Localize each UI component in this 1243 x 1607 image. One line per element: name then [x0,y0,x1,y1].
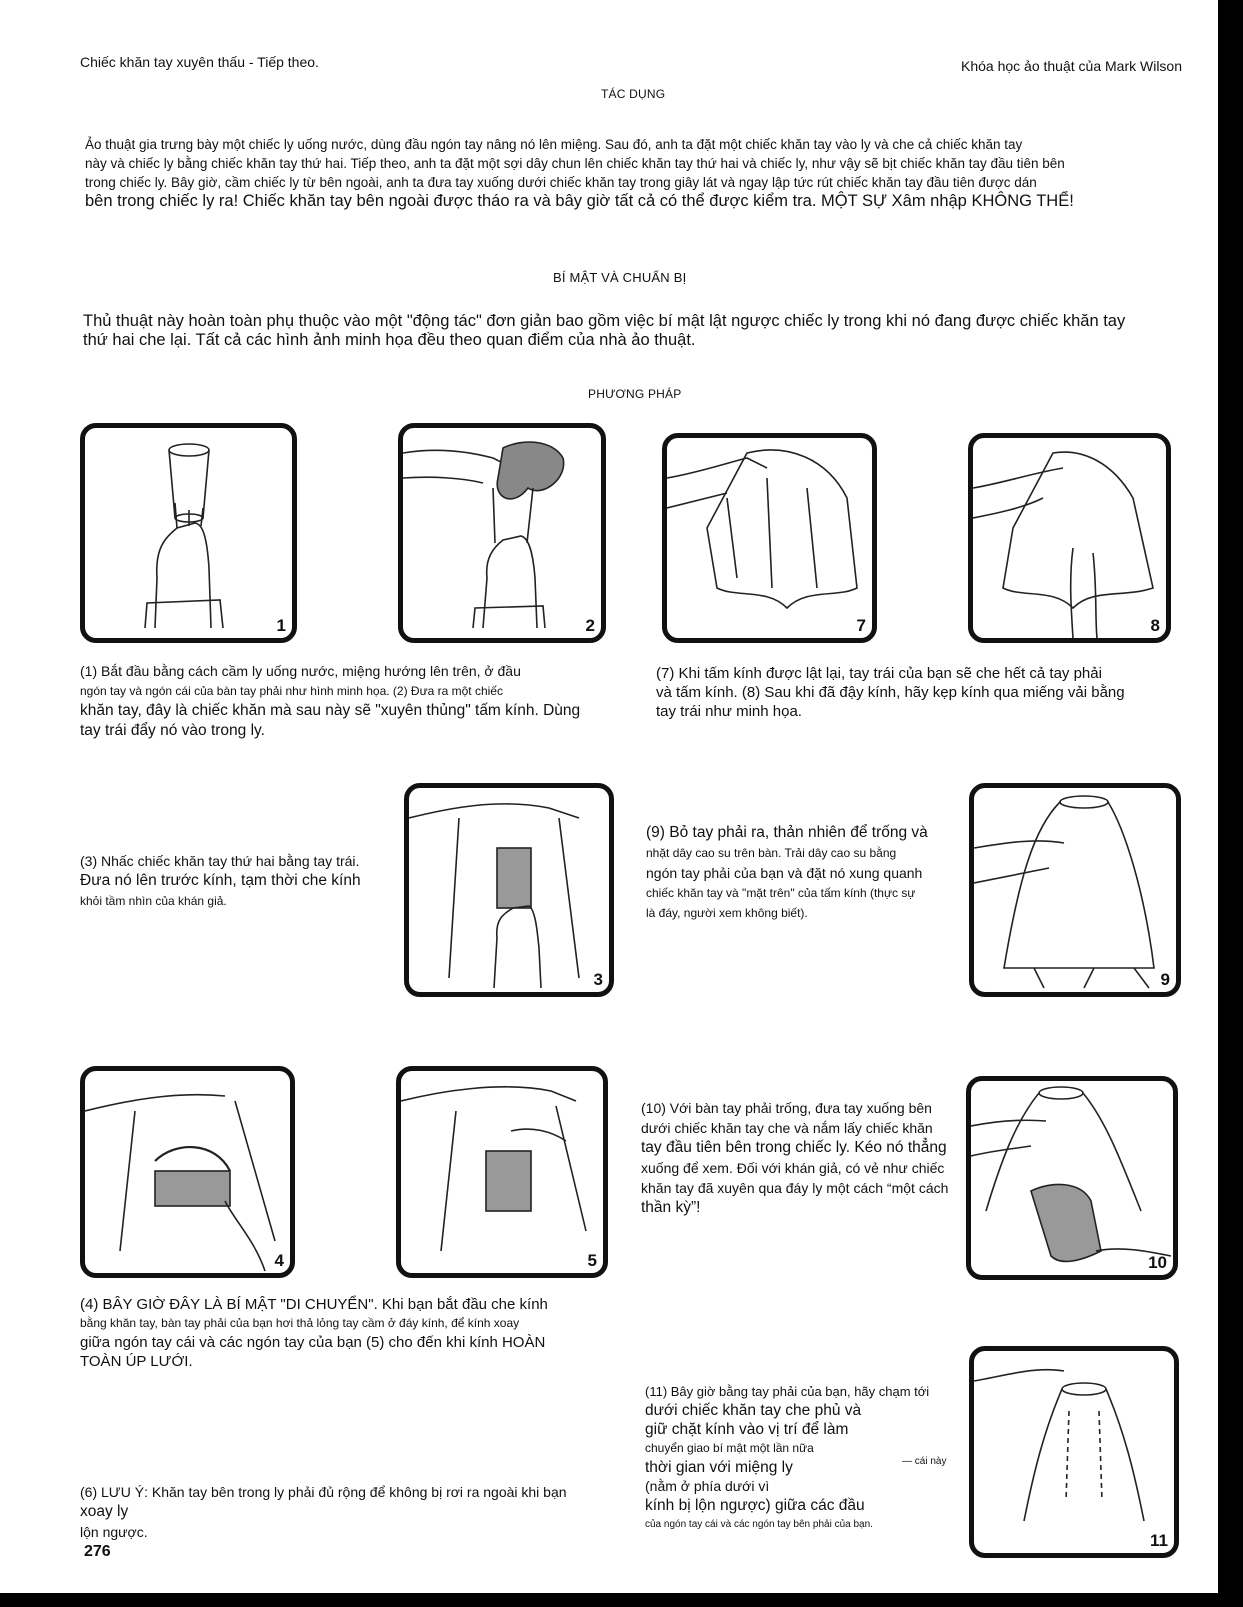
caption-line: tay trái như minh họa. [656,703,802,720]
bottom-edge-bar [0,1593,1243,1607]
caption-line: là đáy, người xem không biết). [646,906,808,920]
caption-line: Đưa nó lên trước kính, tạm thời che kính [80,872,361,889]
panel-number: 1 [276,616,286,635]
secret-heading: BÍ MẬT VÀ CHUẨN BỊ [553,270,687,285]
glass-in-hand-illustration [85,428,292,638]
raise-second-handkerchief-illustration [409,788,609,992]
secret-line: thứ hai che lại. Tất cả các hình ảnh minh họa đều theo quan điểm của nhà ảo thuật. [83,331,696,349]
caption-line: tay đầu tiên bên trong chiếc ly. Kéo nó thẳng [641,1139,947,1156]
right-edge-bar [1218,0,1243,1607]
grip-glass-through-cloth-illustration [973,438,1166,638]
caption-line: (4) BÂY GIỜ ĐÂY LÀ BÍ MẬT "DI CHUYỂN". Khi bạn bắt đầu che kính [80,1296,548,1313]
caption-line: (1) Bắt đầu bằng cách cầm ly uống nước, miệng hướng lên trên, ở đầu [80,663,521,679]
illustration-panel-4 [80,1066,295,1278]
caption-line: (11) Bây giờ bằng tay phải của bạn, hãy chạm tới [645,1384,930,1399]
caption-line: lộn ngược. [80,1524,148,1540]
illustration-panel-10 [966,1076,1178,1280]
illustration-panel-11 [969,1346,1179,1558]
rubber-band-illustration [974,788,1176,992]
illustration-panel-7 [662,433,877,643]
caption-line: nhặt dây cao su trên bàn. Trải dây cao su bằng [646,846,897,860]
panel-number: 9 [1160,970,1170,989]
illustration-panel-2 [398,423,606,643]
illustration-panel-8 [968,433,1171,643]
effect-line: Ảo thuật gia trưng bày một chiếc ly uống nước, dùng đầu ngón tay nâng nó lên miệng. Sau đó, anh ta đặt một chiếc khăn tay vào ly và che cả chiếc khăn tay [85,137,1023,152]
method-heading: PHƯƠNG PHÁP [588,387,682,401]
secret-paragraph [83,312,1203,350]
secret-line: Thủ thuật này hoàn toàn phụ thuộc vào một "động tác" đơn giản bao gồm việc bí mật lật ngược chiếc ly trong khi nó đang được chiếc khăn tay [83,312,1126,330]
caption-steps-1-2 [80,661,620,741]
caption-line: kính bị lộn ngược) giữa các đầu [645,1497,865,1514]
panel-number: 7 [856,616,866,635]
panel-number: 10 [1148,1253,1167,1272]
cover-glass-with-cloth-illustration [667,438,872,638]
caption-step-3 [80,851,400,911]
caption-line: giữa ngón tay cái và các ngón tay của bạn (5) cho đến khi kính HOÀN [80,1334,546,1351]
caption-steps-4-5 [80,1295,620,1371]
caption-line: của ngón tay cái và các ngón tay bên phải của bạn. [645,1519,873,1530]
caption-line: khăn tay, đây là chiếc khăn mà sau này sẽ "xuyên thủng" tấm kính. Dùng [80,702,581,719]
caption-line: chiếc khăn tay và "mặt trên" của tấm kính (thực sự [646,886,916,900]
caption-line: khăn tay đã xuyên qua đáy ly một cách “một cách [641,1180,949,1196]
note-this-one: — cái này [902,1456,947,1467]
rotate-glass-illustration [85,1071,290,1273]
effect-heading: TÁC DỤNG [601,87,666,101]
handkerchief-into-glass-illustration [403,428,601,638]
effect-line: trong chiếc ly. Bây giờ, cầm chiếc ly từ bên ngoài, anh ta đưa tay xuống dưới chiếc khăn tay trong giây lát và ngay lập tức rút chiếc khăn tay đầu tiên được dán [85,175,1037,190]
page-number: 276 [84,1543,111,1560]
effect-line: này và chiếc ly bằng chiếc khăn tay thứ hai. Tiếp theo, anh ta đặt một sợi dây chun lên chiếc khăn tay thứ hai và chiếc ly, như vậy sẽ bịt chiếc khăn tay đầu tiên bên [85,156,1065,171]
caption-line: ngón tay phải của bạn và đặt nó xung quanh [646,865,923,881]
panel-number: 8 [1150,616,1160,635]
caption-line: (nằm ở phía dưới vì [645,1478,770,1494]
caption-line: (9) Bỏ tay phải ra, thản nhiên để trống và [646,824,928,841]
caption-line: TOÀN ÚP LƯỚI. [80,1353,193,1370]
caption-step-9 [646,823,966,923]
caption-line: thần kỳ”! [641,1199,701,1216]
panel-number: 5 [587,1251,597,1270]
illustration-panel-3 [404,783,614,997]
caption-line: xuống để xem. Đối với khán giả, có vẻ như chiếc [641,1160,945,1176]
caption-step-10 [641,1098,971,1218]
effect-line: bên trong chiếc ly ra! Chiếc khăn tay bên ngoài được tháo ra và bây giờ tất cả có thể được kiểm tra. MỘT SỰ Xâm nhập KHÔNG THỂ! [85,192,1074,210]
caption-step-6 [80,1482,620,1542]
panel-number: 4 [274,1251,284,1270]
panel-number: 2 [585,616,595,635]
caption-line: tay trái đẩy nó vào trong ly. [80,722,265,739]
caption-line: (3) Nhấc chiếc khăn tay thứ hai bằng tay trái. [80,853,360,869]
caption-line: (10) Với bàn tay phải trống, đưa tay xuống bên [641,1100,932,1116]
note-text: cái này [914,1456,947,1467]
caption-line: xoay ly [80,1503,129,1520]
caption-line: và tấm kính. (8) Sau khi đã đậy kính, hãy kẹp kính qua miếng vải bằng [656,684,1125,701]
caption-line: (7) Khi tấm kính được lật lại, tay trái của bạn sẽ che hết cả tay phải [656,665,1102,682]
caption-line: chuyển giao bí mật một lần nữa [645,1441,814,1455]
caption-line: dưới chiếc khăn tay che và nắm lấy chiếc khăn [641,1120,933,1136]
caption-steps-7-8 [656,664,1176,721]
illustration-panel-5 [396,1066,608,1278]
panel-number: 3 [593,970,603,989]
caption-line: khỏi tầm nhìn của khán giả. [80,894,227,908]
caption-line: thời gian với miệng ly [645,1459,793,1476]
illustration-panel-1 [80,423,297,643]
caption-line: ngón tay và ngón cái của bàn tay phải như hình minh họa. (2) Đưa ra một chiếc [80,684,503,698]
illustration-panel-9 [969,783,1181,997]
caption-line: giữ chặt kính vào vị trí để làm [645,1421,849,1438]
caption-line: dưới chiếc khăn tay che phủ và [645,1402,862,1419]
caption-line: (6) LƯU Ý: Khăn tay bên trong ly phải đủ rộng để không bị rơi ra ngoài khi bạn [80,1484,567,1500]
pull-handkerchief-illustration [971,1081,1173,1275]
header-right: Khóa học ảo thuật của Mark Wilson [961,58,1183,74]
grip-under-cloth-illustration [974,1351,1174,1553]
panel-number: 11 [1150,1531,1168,1550]
effect-paragraph [85,135,1185,211]
caption-line: bằng khăn tay, bàn tay phải của bạn hơi thả lỏng tay cầm ở đáy kính, để kính xoay [80,1316,520,1330]
glass-inverted-illustration [401,1071,603,1273]
header-left: Chiếc khăn tay xuyên thấu - Tiếp theo. [80,54,319,70]
